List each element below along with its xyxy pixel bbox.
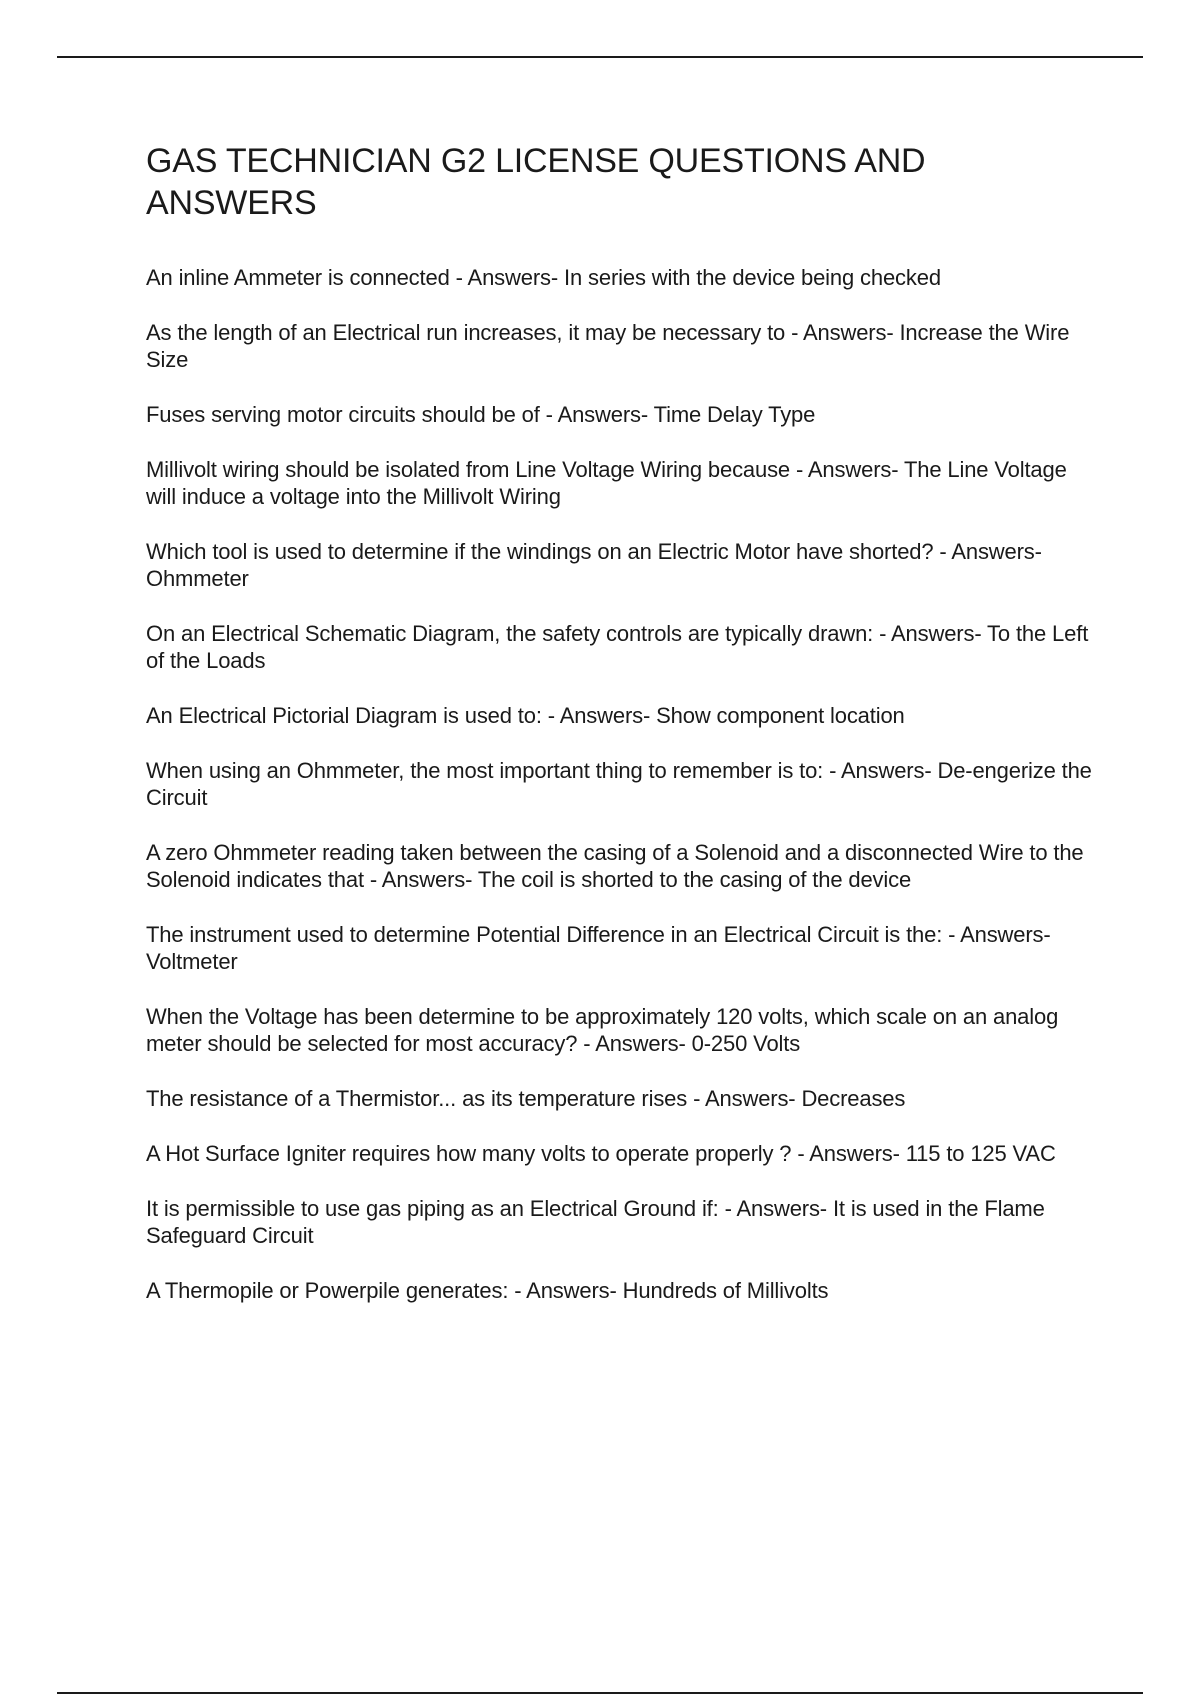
qa-item: The resistance of a Thermistor... as its temperature rises - Answers- Decreases [146, 1086, 906, 1111]
qa-item: Fuses serving motor circuits should be of - Answers- Time Delay Type [146, 402, 816, 427]
document-title: GAS TECHNICIAN G2 LICENSE QUESTIONS AND ANSWERS [146, 142, 926, 222]
qa-item: It is permissible to use gas piping as an Electrical Ground if: - Answers- It is used in the Flame Safeguard Circuit [146, 1196, 1045, 1248]
qa-item: An Electrical Pictorial Diagram is used to: - Answers- Show component location [146, 703, 905, 728]
qa-item: When using an Ohmmeter, the most important thing to remember is to: - Answers- De-engerize the Circuit [146, 758, 1092, 810]
qa-item: Which tool is used to determine if the windings on an Electric Motor have shorted? - Answers- Ohmmeter [146, 539, 1042, 591]
qa-item: A Thermopile or Powerpile generates: - Answers- Hundreds of Millivolts [146, 1278, 829, 1303]
qa-item: As the length of an Electrical run increases, it may be necessary to - Answers- Increase the Wire Size [146, 320, 1070, 372]
qa-list [146, 264, 1096, 1304]
qa-item: The instrument used to determine Potential Difference in an Electrical Circuit is the: - Answers- Voltmeter [146, 922, 1051, 974]
top-rule [57, 56, 1143, 58]
qa-item: A zero Ohmmeter reading taken between the casing of a Solenoid and a disconnected Wire to the Solenoid indicates that - Answers- The coil is shorted to the casing of the device [146, 840, 1084, 892]
qa-item: Millivolt wiring should be isolated from Line Voltage Wiring because - Answers- The Line Voltage will induce a voltage into the Millivolt Wiring [146, 457, 1067, 509]
document-body [146, 140, 1096, 1332]
qa-item: When the Voltage has been determine to be approximately 120 volts, which scale on an analog meter should be selected for most accuracy? - Answers- 0-250 Volts [146, 1004, 1059, 1056]
qa-item: A Hot Surface Igniter requires how many volts to operate properly ? - Answers- 115 to 125 VAC [146, 1141, 1056, 1166]
qa-item: On an Electrical Schematic Diagram, the safety controls are typically drawn: - Answers- To the Left of the Loads [146, 621, 1089, 673]
bottom-rule [57, 1692, 1143, 1694]
qa-item: An inline Ammeter is connected - Answers- In series with the device being checked [146, 265, 941, 290]
